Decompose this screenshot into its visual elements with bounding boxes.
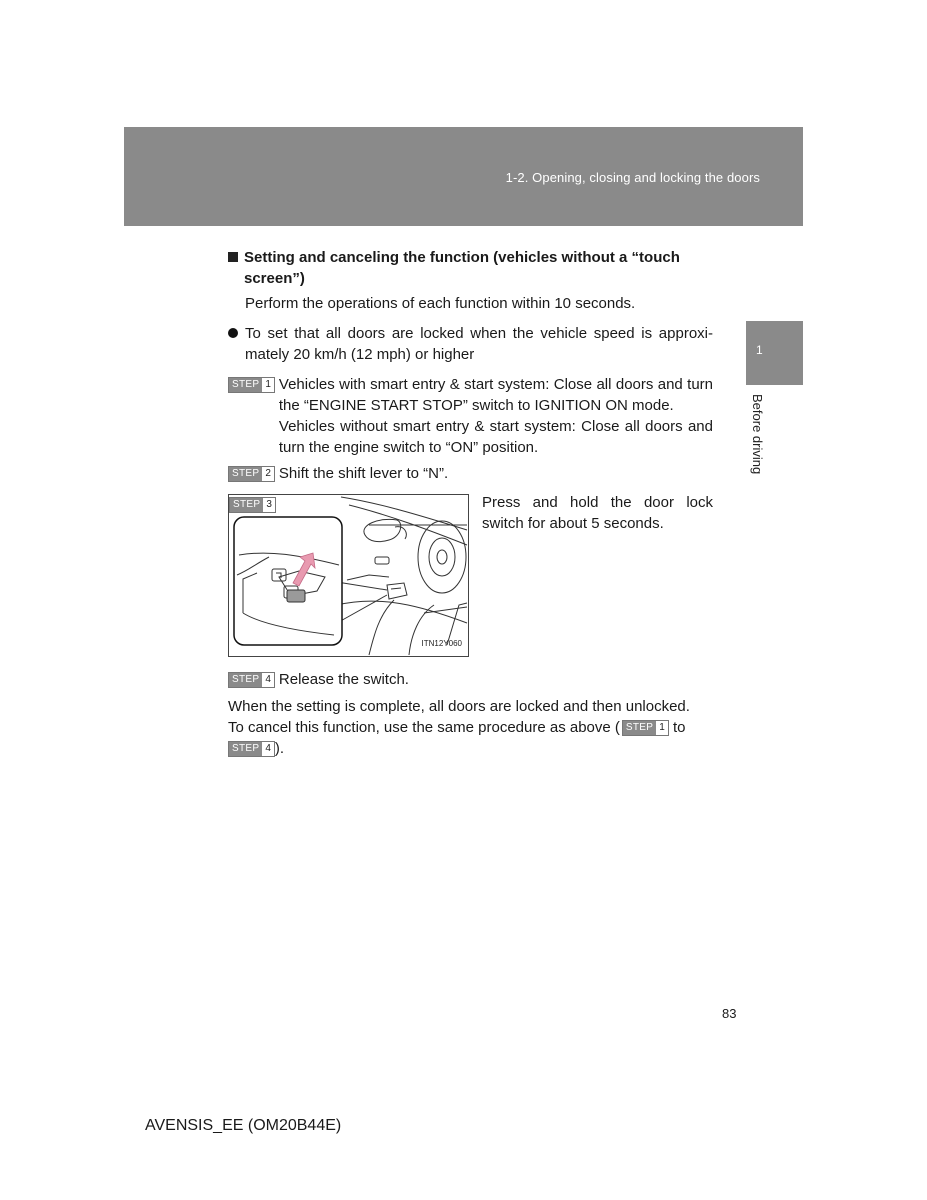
step-3 [228, 494, 713, 657]
step-2-text: Shift the shift lever to “N”. [278, 465, 449, 482]
step-badge [229, 497, 276, 513]
section-heading [228, 247, 713, 289]
step-1-text-b: Vehicles without smart entry & start system: Close all doors and turn the engine switch to “ON” position. [278, 418, 713, 456]
step-number: 1 [262, 378, 274, 392]
step-badge [228, 672, 275, 688]
intro-text: Perform the operations of each function within 10 seconds. [245, 295, 636, 312]
step-word: STEP [230, 498, 263, 512]
step-badge [228, 377, 275, 393]
step-word: STEP [229, 378, 262, 392]
cancel-mid: to [668, 719, 686, 736]
step-2 [228, 463, 713, 484]
heading-text: Setting and canceling the function (vehicles without a “touch screen”) [244, 249, 680, 287]
step-badge [622, 720, 669, 736]
step-word: STEP [229, 742, 262, 756]
bullet-item [228, 323, 713, 365]
bullet-text: To set that all doors are locked when the vehicle speed is approxi- mately 20 km/h (12 mph) or higher [245, 325, 713, 363]
step-1 [228, 374, 713, 458]
step-word: STEP [229, 673, 262, 687]
step-number: 2 [262, 467, 274, 481]
section-title: 1-2. Opening, closing and locking the doors [505, 170, 760, 185]
chapter-tab [746, 321, 803, 385]
step-word: STEP [623, 721, 656, 735]
step-number: 3 [263, 498, 275, 512]
round-bullet-icon [228, 328, 238, 338]
cancel-prefix: To cancel this function, use the same procedure as above ( [228, 719, 620, 736]
figure-code: ITN12Y060 [421, 639, 462, 648]
cancel-text [228, 717, 713, 759]
step-badge [228, 466, 275, 482]
step-number: 4 [262, 673, 274, 687]
chapter-number: 1 [756, 343, 763, 357]
header-band [124, 127, 803, 226]
cancel-suffix: ). [274, 740, 285, 757]
illustration-drawing [229, 495, 468, 656]
step-1-text-a: Vehicles with smart entry & start system: Close all doors and turn the “ENGINE START STOP” switch to IGNITION ON mode. [278, 376, 713, 414]
step-number: 4 [262, 742, 274, 756]
chapter-label: Before driving [750, 394, 765, 475]
page-content [228, 247, 713, 759]
page-number: 83 [722, 1006, 737, 1021]
step-3-text: Press and hold the door lock switch for about 5 seconds. [482, 494, 713, 532]
footer-code: AVENSIS_EE (OM20B44E) [145, 1117, 342, 1134]
step-4-text: Release the switch. [278, 671, 409, 688]
square-bullet-icon [228, 252, 238, 262]
door-lock-switch-illustration [228, 494, 469, 657]
step-4 [228, 669, 713, 690]
completion-text: When the setting is complete, all doors are locked and then unlocked. [228, 698, 690, 715]
step-badge [228, 741, 275, 757]
step-word: STEP [229, 467, 262, 481]
step-number: 1 [656, 721, 668, 735]
